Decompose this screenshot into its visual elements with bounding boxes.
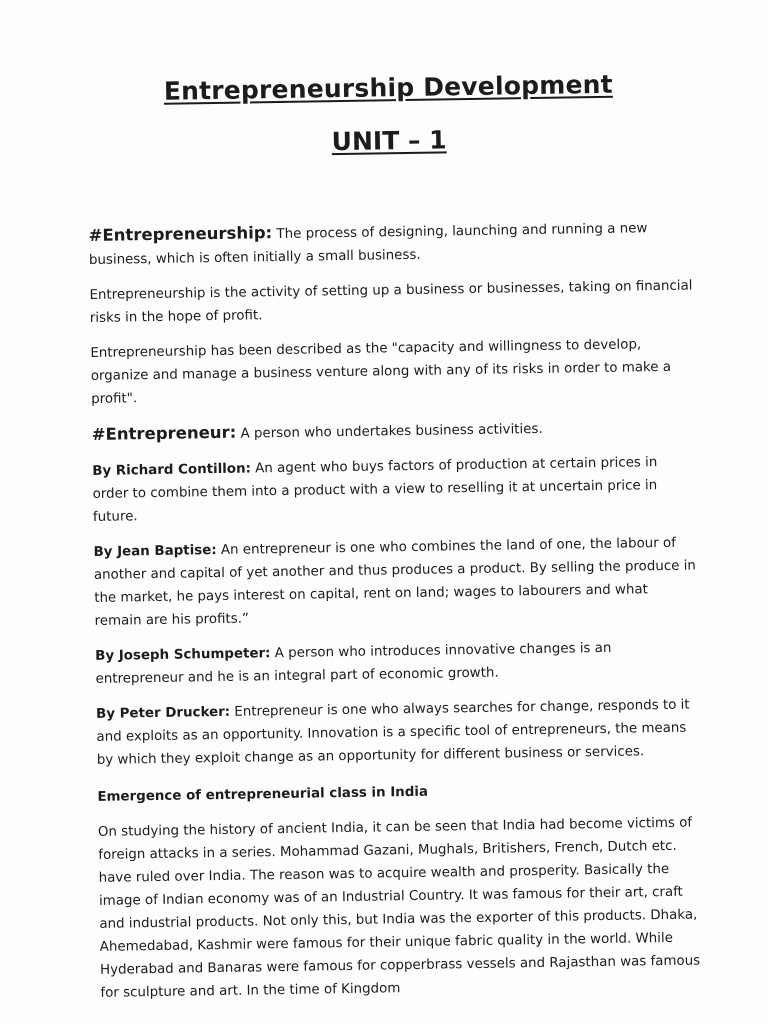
quote-text: An agent who buys factors of production at certain prices in order to combine them into a product with a view to reselling it at uncertain price in future. (92, 455, 658, 525)
section-paragraph: On studying the history of ancient India, it can be seen that India had become victims of foreign attacks in a series. Mohammad Gazani, Mughals, Britishers, French, Dutch etc. have ruled over India. The reason was to acquire wealth and prosperity. Basically the image of Indian economy was of an Industrial Country. It was famous for their art, craft and industrial products. Not only this, but India was the exporter of this products. Dhaka, Ahemedabad, Kashmir were famous for their unique fabric quality in the world. While Hyderabad and Banaras were famous for copperbrass vessels and Rajasthan was famous for sculpture and art. In the time of Kingdom (97, 815, 701, 1001)
quote-author: By Richard Contillon: (92, 461, 252, 479)
section-heading: Emergence of entrepreneurial class in India (97, 784, 429, 805)
unit-heading: UNIT – 1 (331, 125, 447, 157)
quote-baptise (93, 531, 698, 632)
entrepreneur-definition-text: A person who undertakes business activities. (236, 421, 543, 442)
document-title: Entrepreneurship Development (163, 69, 613, 106)
quote-text: A person who introduces innovative changes is an entrepreneur and he is an integral part of economic growth. (95, 640, 612, 687)
document-content (86, 63, 705, 1005)
quote-text: An entrepreneur is one who combines the land of one, the labour of another and capital of yet another and thus produces a product. By selling the produce in the market, he pays interest on capital, rent on land; wages to labourers and what remain are his profits.” (93, 535, 696, 629)
quote-author: By Joseph Schumpeter: (95, 646, 271, 664)
entrepreneurship-definition-text: The process of designing, launching and running a new business, which is often initially a small business. (88, 221, 648, 268)
quote-contillon (92, 450, 697, 528)
entrepreneurship-definition (88, 214, 693, 271)
paragraph-activity: Entrepreneurship is the activity of setting up a business or businesses, taking on financial risks in the hope of profit. (89, 278, 693, 326)
quote-author: By Jean Baptise: (93, 543, 217, 560)
quote-text: Entrepreneur is one who always searches for change, responds to it and exploits as an opportunity. Innovation is a specific tool of entrepreneurs, the means by which they exploit change as an opportunity for different business or services. (96, 697, 690, 768)
quote-schumpeter (95, 635, 700, 690)
quote-author: By Peter Drucker: (95, 704, 231, 722)
entrepreneurship-term: #Entrepreneurship: (88, 223, 273, 245)
quote-drucker (96, 693, 701, 771)
entrepreneur-definition (92, 413, 696, 447)
paragraph-capacity: Entrepreneurship has been described as the "capacity and willingness to develop, organize and manage a business venture along with any of its risks in order to make a profit". (90, 337, 672, 407)
entrepreneur-term: #Entrepreneur: (91, 422, 237, 444)
